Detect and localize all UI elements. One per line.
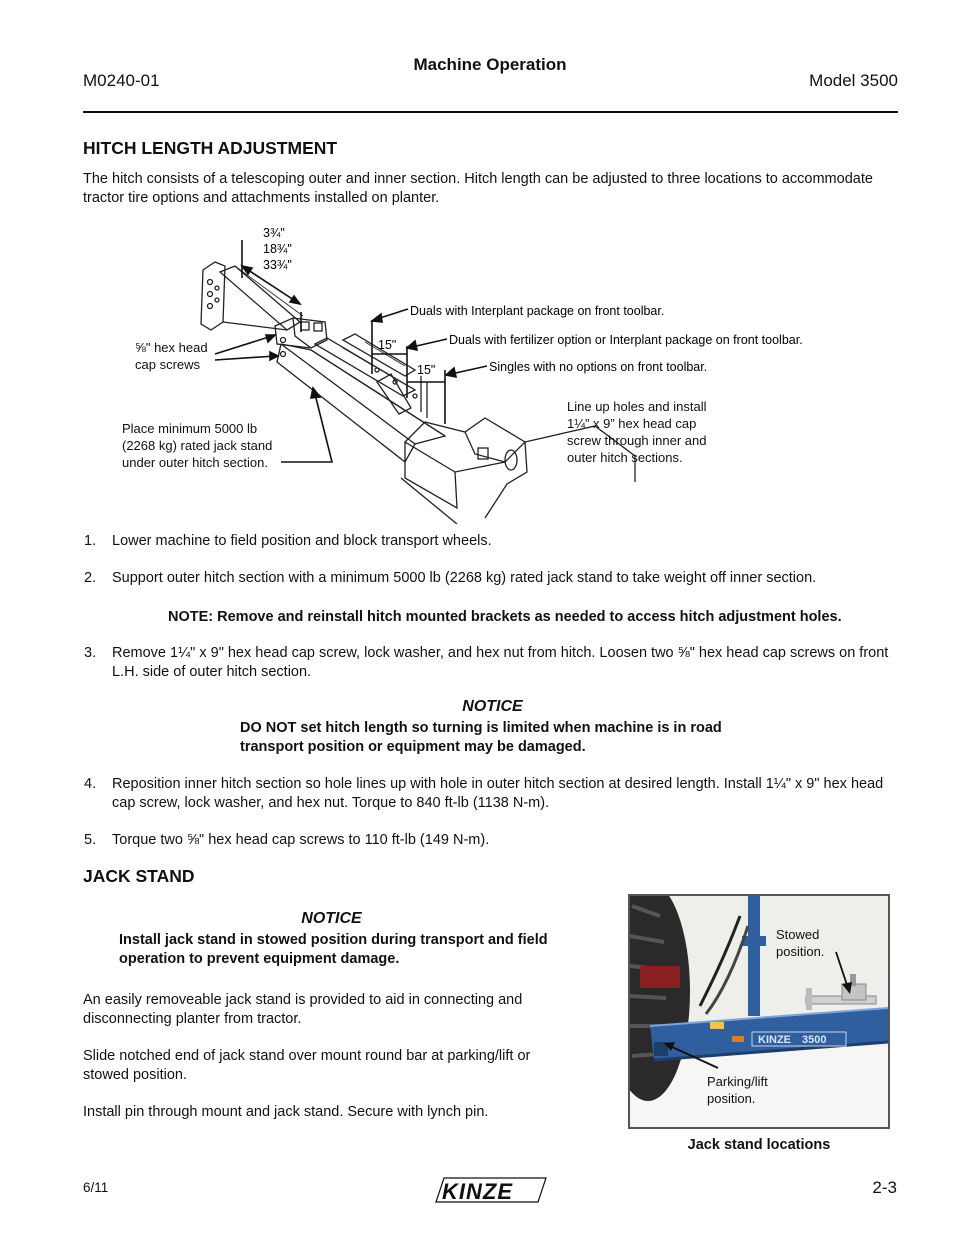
- label-duals-fertilizer: Duals with fertilizer option or Interplant package on front toolbar.: [449, 333, 803, 347]
- jack-heading: JACK STAND: [83, 866, 195, 886]
- step-number: 3.: [84, 645, 97, 661]
- label-cap-screws: ⅝" hex head cap screws: [135, 340, 208, 372]
- label-line-up-holes: Line up holes and install 1¼” x 9” hex head cap screw through inner and outer hitch sections.: [567, 399, 707, 465]
- decal-brand: KINZE: [758, 1034, 791, 1046]
- doc-number: M0240-01: [83, 71, 160, 90]
- spacing-label-2: 15": [417, 363, 436, 377]
- dim-label-3: 33¾": [263, 258, 292, 272]
- step-text: Torque two ⅝" hex head cap screws to 110 ft-lb (149 N-m).: [112, 832, 490, 848]
- dim-label-1: 3¾": [263, 226, 285, 240]
- step-text: Reposition inner hitch section so hole lines up with hole in outer hitch section at desired length. Install 1¼" x 9" hex head cap screw, lock washer, and hex nut. Torque to 840 ft-lb (1138 N-m).: [112, 776, 884, 811]
- label-duals-interplant: Duals with Interplant package on front toolbar.: [410, 304, 665, 318]
- step-text: Remove 1¼" x 9" hex head cap screw, lock washer, and hex nut from hitch. Loosen two ⅝" hex head cap screws on front L.H. side of outer hitch section.: [112, 645, 889, 680]
- step-number: 5.: [84, 832, 97, 848]
- model-name: Model 3500: [809, 71, 898, 90]
- label-stowed: Stowed position.: [776, 927, 825, 959]
- hitch-note: NOTE: Remove and reinstall hitch mounted brackets as needed to access hitch adjustment holes.: [168, 609, 842, 625]
- step-text: Lower machine to field position and block transport wheels.: [112, 533, 492, 549]
- step-text: Support outer hitch section with a minimum 5000 lb (2268 kg) rated jack stand to take weight off inner section.: [112, 570, 817, 586]
- photo-caption: Jack stand locations: [687, 1137, 831, 1153]
- jack-stand-photo: [628, 894, 890, 1129]
- header-rule: [83, 111, 898, 113]
- label-jack-stand: Place minimum 5000 lb (2268 kg) rated jack stand under outer hitch section.: [122, 421, 273, 470]
- notice-text: DO NOT set hitch length so turning is limited when machine is in road transport position or equipment may be damaged.: [240, 720, 722, 755]
- hitch-heading: HITCH LENGTH ADJUSTMENT: [83, 138, 338, 158]
- jack-notice-heading: NOTICE: [301, 910, 362, 927]
- kinze-logo: [430, 1174, 550, 1211]
- step-number: 4.: [84, 776, 97, 792]
- jack-paragraph-1: An easily removeable jack stand is provided to aid in connecting and disconnecting planter from tractor.: [83, 992, 523, 1027]
- label-singles: Singles with no options on front toolbar.: [489, 360, 708, 374]
- hitch-intro: The hitch consists of a telescoping outer and inner section. Hitch length can be adjusted to three locations to accommodate tractor tire options and attachments installed on planter.: [83, 171, 873, 206]
- kinze-logo-icon: [430, 1174, 550, 1206]
- hitch-diagram: [115, 222, 865, 524]
- section-title: Machine Operation: [413, 55, 567, 74]
- jack-paragraph-2: Slide notched end of jack stand over mount round bar at parking/lift or stowed position.: [83, 1048, 531, 1083]
- notice-heading: NOTICE: [462, 698, 523, 715]
- decal-model: 3500: [802, 1034, 827, 1046]
- step-number: 1.: [84, 533, 97, 549]
- spacing-label-1: 15": [378, 338, 397, 352]
- jack-paragraph-3: Install pin through mount and jack stand. Secure with lynch pin.: [83, 1104, 489, 1120]
- page-number: 2-3: [872, 1178, 897, 1197]
- step-number: 2.: [84, 570, 97, 586]
- hitch-drawing: [201, 262, 635, 524]
- logo-text: KINZE: [442, 1179, 513, 1204]
- dim-label-2: 18¾": [263, 242, 292, 256]
- footer-date: 6/11: [83, 1180, 109, 1195]
- jack-notice-text: Install jack stand in stowed position during transport and field operation to prevent equipment damage.: [119, 932, 548, 967]
- label-parking: Parking/lift position.: [707, 1074, 768, 1106]
